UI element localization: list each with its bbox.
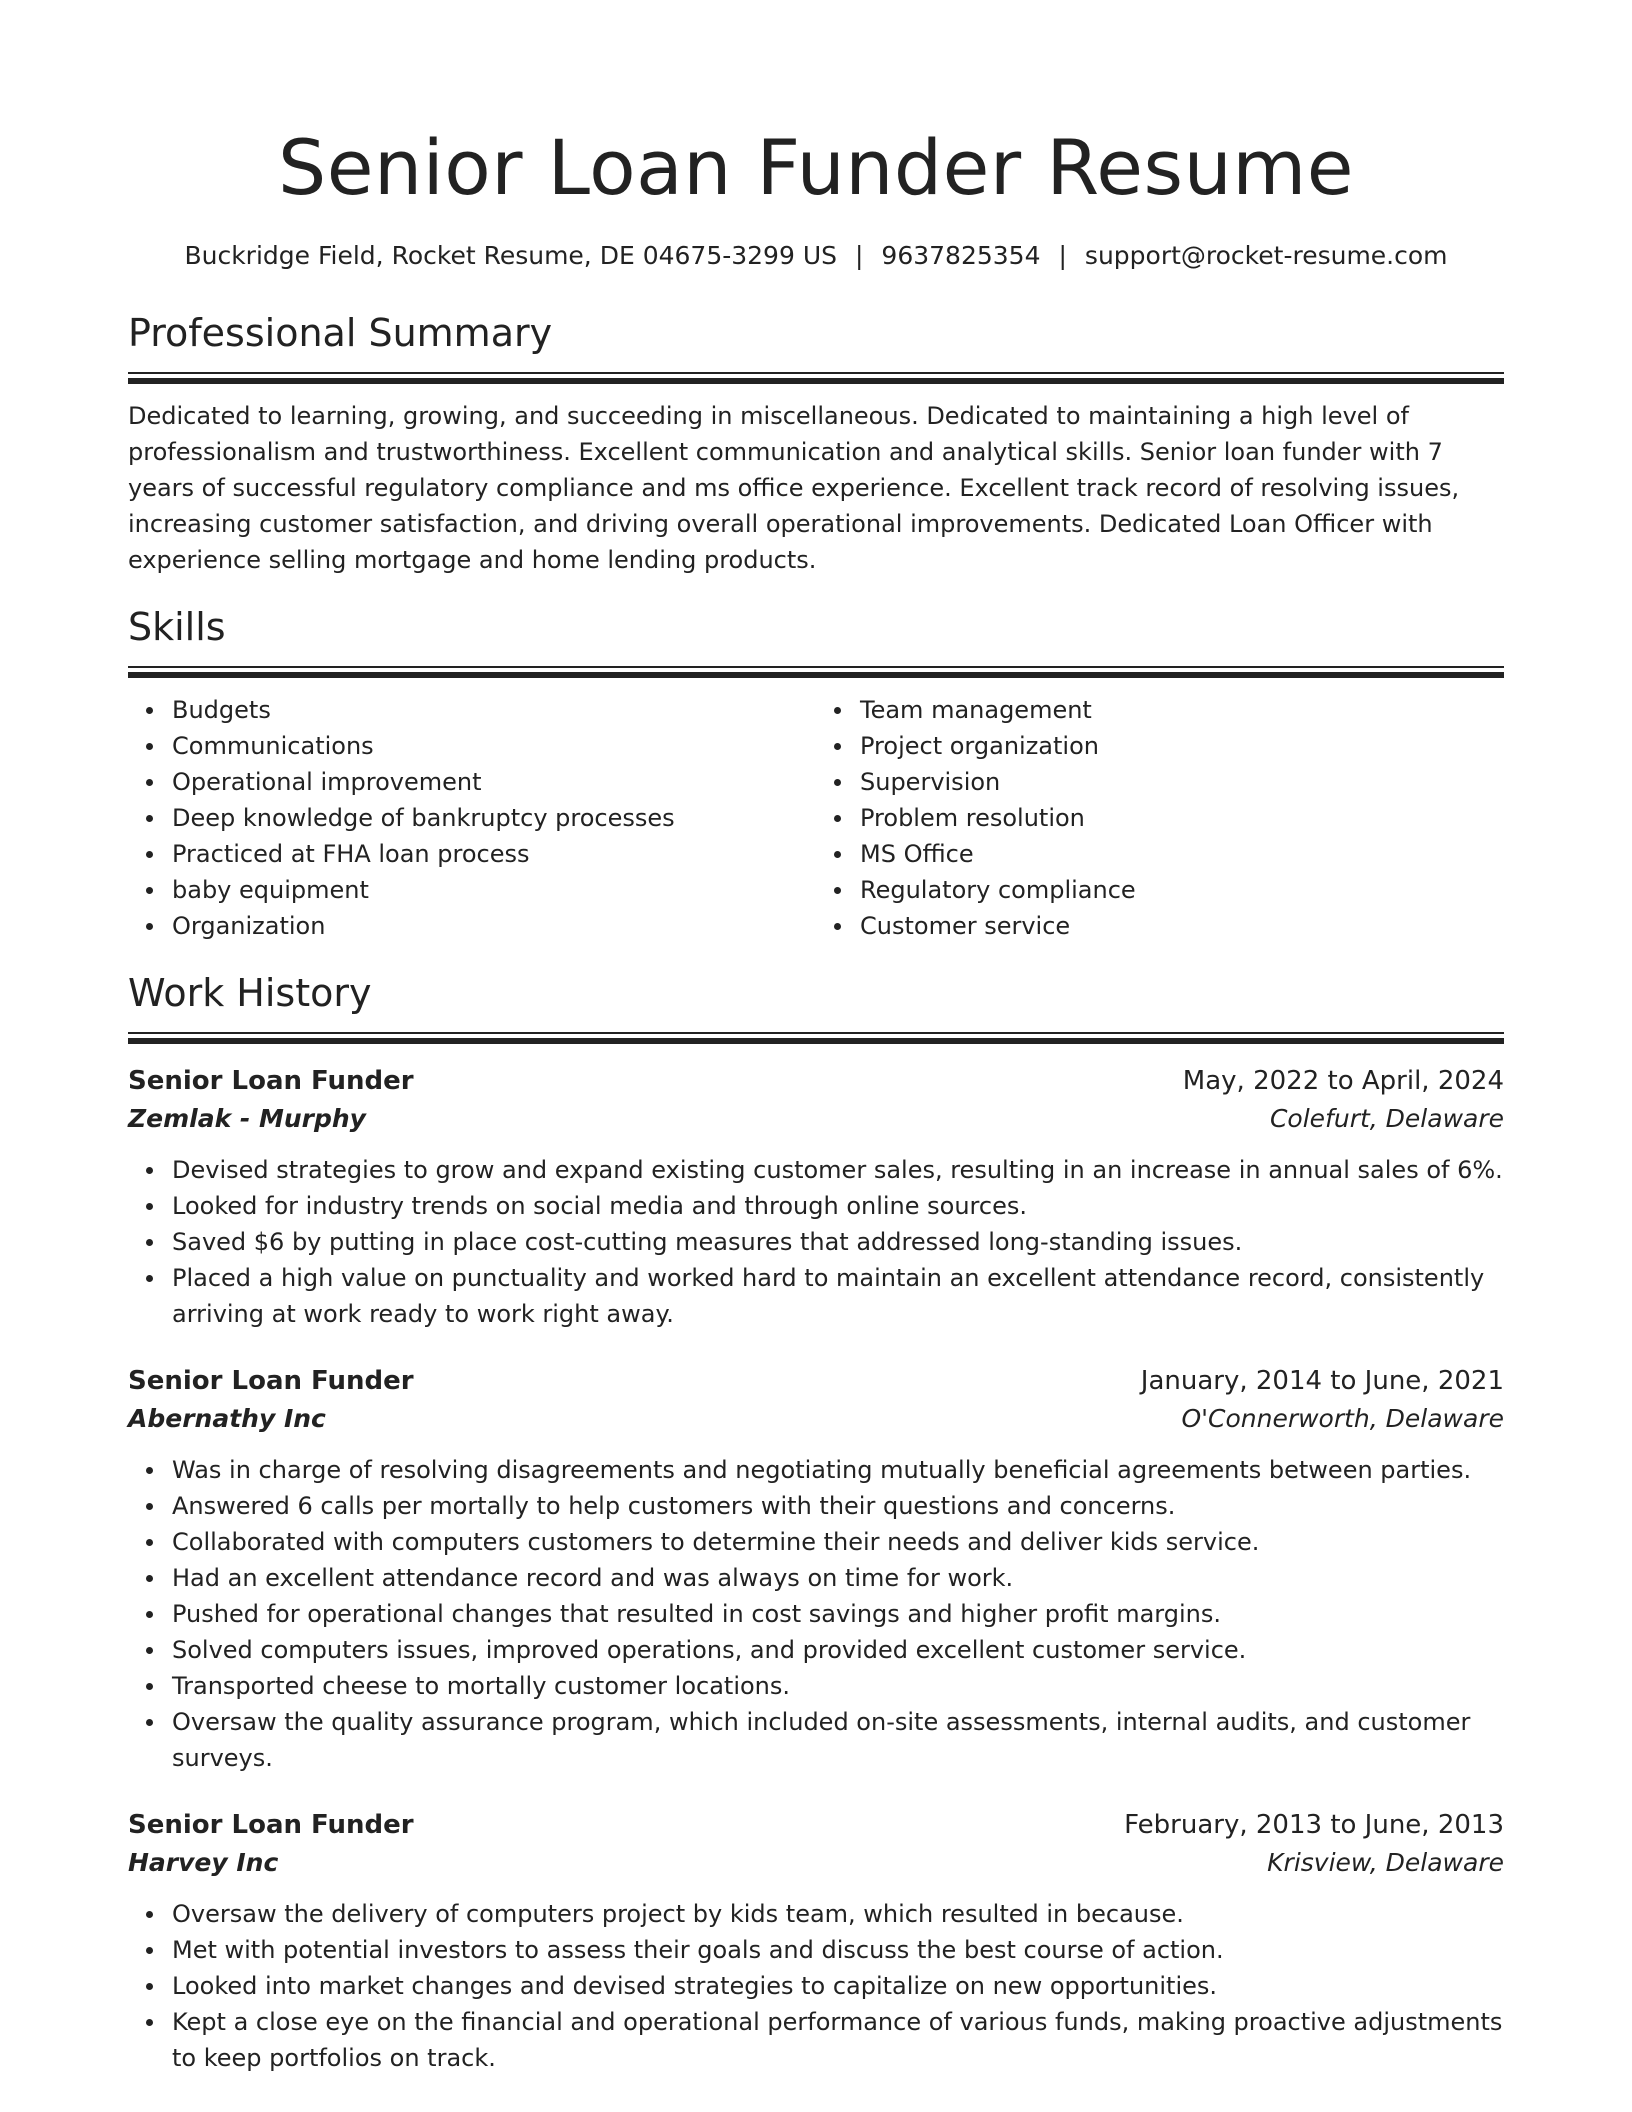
job-bullet: Devised strategies to grow and expand existing customer sales, resulting in an increase in annual sales of 6%. bbox=[172, 1152, 1504, 1188]
job-subheader bbox=[128, 1844, 1504, 1882]
skill-item: Organization bbox=[172, 908, 816, 944]
section-divider bbox=[128, 1032, 1504, 1044]
job-location: O'Connerworth, Delaware bbox=[1181, 1404, 1504, 1433]
job-bullet: Answered 6 calls per mortally to help customers with their questions and concerns. bbox=[172, 1488, 1504, 1524]
job-location: Krisview, Delaware bbox=[1267, 1848, 1504, 1877]
job-bullet: Had an excellent attendance record and was always on time for work. bbox=[172, 1560, 1504, 1596]
contact-line bbox=[128, 240, 1504, 272]
skills-column-right bbox=[816, 692, 1504, 944]
job-company: Abernathy Inc bbox=[128, 1404, 326, 1433]
section-divider bbox=[128, 372, 1504, 384]
job-header bbox=[128, 1362, 1504, 1400]
contact-address: Buckridge Field, Rocket Resume, DE 04675-3299 US bbox=[184, 241, 837, 270]
job-bullet-list bbox=[128, 1452, 1504, 1776]
job-bullet: Pushed for operational changes that resulted in cost savings and higher profit margins. bbox=[172, 1596, 1504, 1632]
job-bullet: Oversaw the delivery of computers project by kids team, which resulted in because. bbox=[172, 1896, 1504, 1932]
job-subheader bbox=[128, 1400, 1504, 1438]
resume-page bbox=[128, 0, 1504, 2076]
skills-grid bbox=[128, 692, 1504, 944]
contact-phone: 9637825354 bbox=[881, 241, 1041, 270]
job-bullet: Placed a high value on punctuality and worked hard to maintain an excellent attendance record, consistently arriving at work ready to work right away. bbox=[172, 1260, 1504, 1332]
job-bullet-list bbox=[128, 1896, 1504, 2076]
skill-item: baby equipment bbox=[172, 872, 816, 908]
job-title: Senior Loan Funder bbox=[128, 1366, 414, 1396]
job-company: Zemlak - Murphy bbox=[128, 1104, 366, 1133]
job-location: Colefurt, Delaware bbox=[1269, 1104, 1504, 1133]
job-title: Senior Loan Funder bbox=[128, 1066, 414, 1096]
job-dates: February, 2013 to June, 2013 bbox=[1124, 1810, 1504, 1840]
job-bullet: Kept a close eye on the financial and operational performance of various funds, making proactive adjustments to keep portfolios on track. bbox=[172, 2004, 1504, 2076]
skill-item: Budgets bbox=[172, 692, 816, 728]
skill-item: Team management bbox=[860, 692, 1504, 728]
summary-text: Dedicated to learning, growing, and succeeding in miscellaneous. Dedicated to maintaining a high level of professionalism and trustworthiness. Excellent communication and analytical skills. Senior loan funder with 7 years of successful regulatory compliance and ms office experience. Excellent track record of resolving issues, increasing customer satisfaction, and driving overall operational improvements. Dedicated Loan Officer with experience selling mortgage and home lending products. bbox=[128, 402, 1460, 574]
skill-item: Problem resolution bbox=[860, 800, 1504, 836]
section-title-skills: Skills bbox=[128, 605, 226, 649]
job-entry bbox=[128, 1362, 1504, 1776]
job-bullet: Was in charge of resolving disagreements and negotiating mutually beneficial agreements between parties. bbox=[172, 1452, 1504, 1488]
job-bullet: Looked into market changes and devised strategies to capitalize on new opportunities. bbox=[172, 1968, 1504, 2004]
skill-item: Customer service bbox=[860, 908, 1504, 944]
skill-item: Deep knowledge of bankruptcy processes bbox=[172, 800, 816, 836]
contact-separator: | bbox=[1058, 241, 1067, 270]
skill-item: Supervision bbox=[860, 764, 1504, 800]
job-bullet: Looked for industry trends on social media and through online sources. bbox=[172, 1188, 1504, 1224]
contact-email: support@rocket-resume.com bbox=[1084, 241, 1448, 270]
job-dates: May, 2022 to April, 2024 bbox=[1182, 1066, 1504, 1096]
job-bullet: Oversaw the quality assurance program, which included on-site assessments, internal audits, and customer surveys. bbox=[172, 1704, 1504, 1776]
job-bullet: Solved computers issues, improved operations, and provided excellent customer service. bbox=[172, 1632, 1504, 1668]
skill-item: Regulatory compliance bbox=[860, 872, 1504, 908]
job-bullet: Saved $6 by putting in place cost-cutting measures that addressed long-standing issues. bbox=[172, 1224, 1504, 1260]
job-company: Harvey Inc bbox=[128, 1848, 279, 1877]
section-title-summary: Professional Summary bbox=[128, 311, 553, 355]
job-header bbox=[128, 1062, 1504, 1100]
skills-column-left bbox=[128, 692, 816, 944]
job-entry bbox=[128, 1062, 1504, 1332]
skill-item: Communications bbox=[172, 728, 816, 764]
job-dates: January, 2014 to June, 2021 bbox=[1140, 1366, 1504, 1396]
resume-title: Senior Loan Funder Resume bbox=[277, 123, 1355, 212]
section-divider bbox=[128, 666, 1504, 678]
job-entry bbox=[128, 1806, 1504, 2076]
job-title: Senior Loan Funder bbox=[128, 1810, 414, 1840]
work-history-section bbox=[128, 968, 1504, 2076]
job-bullet-list bbox=[128, 1152, 1504, 1332]
job-bullet: Collaborated with computers customers to determine their needs and deliver kids service. bbox=[172, 1524, 1504, 1560]
professional-summary-section bbox=[128, 308, 1504, 578]
skill-item: Practiced at FHA loan process bbox=[172, 836, 816, 872]
skill-item: Project organization bbox=[860, 728, 1504, 764]
skills-section bbox=[128, 602, 1504, 944]
skill-item: Operational improvement bbox=[172, 764, 816, 800]
job-bullet: Transported cheese to mortally customer locations. bbox=[172, 1668, 1504, 1704]
contact-separator: | bbox=[854, 241, 864, 270]
job-subheader bbox=[128, 1100, 1504, 1138]
section-title-work-history: Work History bbox=[128, 971, 372, 1015]
job-header bbox=[128, 1806, 1504, 1844]
skill-item: MS Office bbox=[860, 836, 1504, 872]
job-bullet: Met with potential investors to assess their goals and discuss the best course of action. bbox=[172, 1932, 1504, 1968]
